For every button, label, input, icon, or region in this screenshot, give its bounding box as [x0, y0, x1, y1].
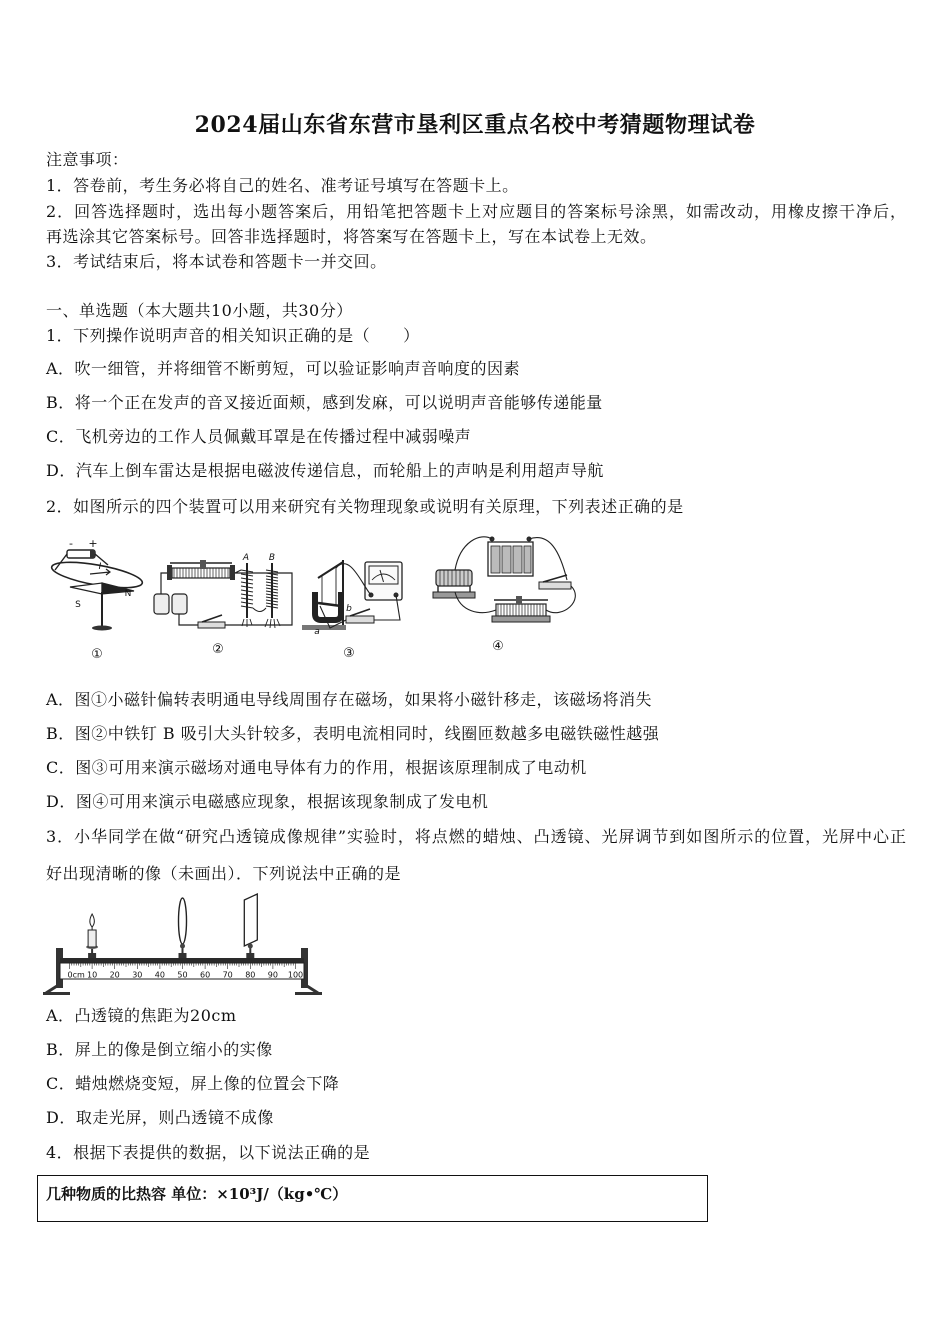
q2-option-b: B．图②中铁钉 B 吸引大头针较多，表明电流相同时，线圈匝数越多电磁铁磁性越强: [46, 724, 660, 743]
battery-cell-1: [154, 594, 169, 614]
q1-option-c: C．飞机旁边的工作人员佩戴耳罩是在传播过程中减弱噪声: [46, 427, 472, 446]
flame-icon: [90, 914, 95, 927]
convex-lens: [179, 898, 187, 958]
figure-label-4: ④: [492, 639, 504, 654]
q3-option-b: B．屏上的像是倒立缩小的实像: [46, 1040, 273, 1059]
ruler-tick-label: 80: [245, 970, 256, 980]
battery-cell-1: [491, 546, 500, 573]
bench-leg-right: [307, 986, 318, 993]
north-pole-label: N: [124, 589, 132, 599]
current-label: I: [98, 562, 102, 572]
conductor-ab: [318, 603, 341, 606]
device-base: [433, 592, 475, 598]
notice-heading: 注意事项：: [46, 150, 129, 169]
figure-label-1: ①: [91, 647, 103, 662]
ruler-tick-label: 50: [177, 970, 188, 980]
rheostat-end-right: [230, 565, 235, 580]
rheostat-slider: [516, 596, 522, 604]
stand-arm: [318, 562, 343, 578]
battery-cell-2: [502, 546, 511, 573]
q2-figure: [40, 530, 600, 665]
notice-line-2: 2．回答选择题时，选出每小题答案后，用铅笔把答题卡上对应题目的答案标号涂黑，如需改动，用橡皮擦干净后，: [46, 202, 906, 221]
pins-b: [265, 619, 280, 628]
conductor-end-a-label: a: [314, 627, 320, 637]
ruler-tick-label: 40: [154, 970, 165, 980]
nail-a-label: A: [242, 553, 250, 563]
switch-lever: [202, 615, 222, 622]
q4-stem: 4．根据下表提供的数据，以下说法正确的是: [46, 1143, 371, 1162]
optical-bench-figure: [40, 890, 330, 1000]
light-screen: [244, 894, 257, 958]
specific-heat-table: [37, 1175, 708, 1222]
notice-line-3: 3．考试结束后，将本试卷和答题卡一并交回。: [46, 252, 387, 271]
screen-clamp: [248, 944, 253, 949]
q1-option-d: D．汽车上倒车雷达是根据电磁波传递信息，而轮船上的声呐是利用超声导航: [46, 461, 604, 480]
battery-cell-4: [524, 546, 531, 573]
figure-4-induction: [433, 537, 575, 622]
q3-option-d: D．取走光屏，则凸透镜不成像: [46, 1108, 274, 1127]
q2-option-c: C．图③可用来演示磁场对通电导体有力的作用，根据该原理制成了电动机: [46, 758, 587, 777]
ruler-tick-label: 90: [267, 970, 278, 980]
ruler-tick-label: 20: [109, 970, 120, 980]
device-coil: [436, 570, 472, 586]
switch-base: [346, 616, 374, 623]
q1-option-a: A．吹一细管，并将细管不断剪短，可以验证影响声音响度的因素: [46, 359, 521, 378]
lens-clamp: [180, 944, 185, 949]
switch-lever: [543, 575, 567, 582]
rheostat-end-left: [167, 565, 172, 580]
needle-south-half: [70, 583, 102, 594]
switch-base: [198, 622, 225, 628]
lens-body: [179, 898, 187, 944]
q1-stem: 1．下列操作说明声音的相关知识正确的是（ ）: [46, 326, 420, 345]
q3-option-c: C．蜡烛燃烧变短，屏上像的位置会下降: [46, 1074, 340, 1093]
bench-rail: [60, 958, 304, 963]
notice-line-1: 1．答卷前，考生务必将自己的姓名、准考证号填写在答题卡上。: [46, 176, 519, 195]
q3-stem-line-1: 3．小华同学在做“研究凸透镜成像规律”实验时，将点燃的蜡烛、凸透镜、光屏调节到如图所示的位置，光屏中心正: [46, 827, 906, 846]
device-supports: [438, 586, 470, 592]
bench-foot-right: [295, 992, 322, 995]
ruler-tick-label: 0cm: [67, 970, 85, 980]
q2-option-d: D．图④可用来演示电磁感应现象，根据该现象制成了发电机: [46, 792, 489, 811]
ruler-tick-label: 10: [87, 970, 98, 980]
q2-stem: 2．如图所示的四个装置可以用来研究有关物理现象或说明有关原理，下列表述正确的是: [46, 497, 684, 516]
south-pole-label: S: [75, 600, 81, 610]
nail-b-label: B: [268, 553, 276, 563]
rheostat-base: [492, 616, 550, 622]
ruler-tick-label: 70: [222, 970, 233, 980]
page-title: 2024届山东省东营市垦利区重点名校中考猜题物理试卷: [194, 112, 756, 138]
bench-leg-left: [46, 986, 57, 993]
candle-body: [88, 930, 96, 947]
screen-panel: [244, 894, 257, 946]
section-heading: 一、单选题（本大题共10小题，共30分）: [46, 301, 353, 320]
stand-base: [302, 625, 346, 630]
figure-2-electromagnets: [154, 560, 292, 628]
q1-option-b: B．将一个正在发声的音叉接近面颊，感到发麻，可以说明声音能够传递能量: [46, 393, 603, 412]
bench-foot-left: [43, 992, 70, 995]
coil-link-wire: [253, 608, 266, 612]
candle: [86, 914, 98, 958]
ruler-tick-label: 60: [200, 970, 211, 980]
q3-option-a: A．凸透镜的焦距为20cm: [46, 1006, 237, 1025]
ruler-tick-label: 100: [287, 970, 304, 980]
needle-base: [92, 626, 112, 631]
rheostat-slider: [200, 560, 206, 569]
figure-label-2: ②: [212, 642, 224, 657]
figure-label-3: ③: [343, 646, 355, 661]
ruler-tick-label: 30: [132, 970, 143, 980]
q2-option-a: A．图①小磁针偏转表明通电导线周围存在磁场，如果将小磁针移走，该磁场将消失: [46, 690, 653, 709]
battery-cell-3: [513, 546, 522, 573]
battery-minus-label: -: [69, 537, 73, 550]
battery-plus-label: +: [88, 537, 98, 550]
battery-cap: [90, 550, 95, 558]
figure-3-motor-principle: [302, 560, 402, 630]
q3-stem-line-2: 好出现清晰的像（未画出）．下列说法中正确的是: [46, 864, 402, 883]
battery-cell-2: [172, 594, 187, 614]
table-caption: 几种物质的比热容 单位：×10³J/（kg•℃）: [46, 1185, 348, 1203]
notice-line-2-cont: 再选涂其它答案标号。回答非选择题时，将答案写在答题卡上，写在本试卷上无效。: [46, 227, 657, 246]
rheostat: [496, 604, 546, 616]
switch-lever: [350, 609, 370, 616]
conductor-end-b-label: b: [346, 604, 352, 614]
pins-a: [242, 619, 252, 627]
switch-base: [539, 582, 571, 589]
